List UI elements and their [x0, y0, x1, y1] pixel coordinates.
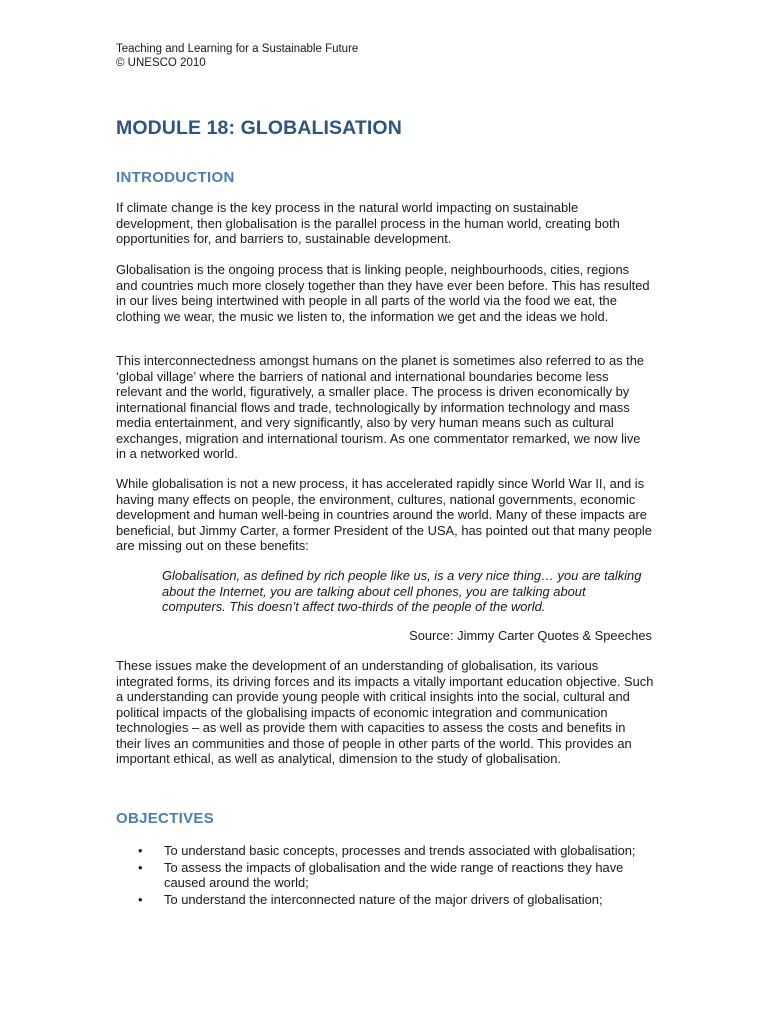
- intro-paragraph-1: If climate change is the key process in the natural world impacting on sustainable development, then globalisation is the parallel process in the human world, creating both opportunities for, and barriers to, sustainable development.: [116, 200, 620, 246]
- intro-paragraph-2: Globalisation is the ongoing process that is linking people, neighbourhoods, cities, regions and countries much more closely together than they have ever been before. This has resulted in our lives being intertwined with people in all parts of the world via the food we eat, the clothing we wear, the music we listen to, the information we get and the ideas we hold.: [116, 262, 650, 324]
- introduction-heading: INTRODUCTION: [116, 169, 235, 186]
- module-title: MODULE 18: GLOBALISATION: [116, 117, 402, 139]
- objectives-heading: OBJECTIVES: [116, 810, 215, 827]
- list-item: [116, 892, 654, 908]
- intro-paragraph-3: This interconnectedness amongst humans on the planet is sometimes also referred to as the ‘global village’ where the barriers of national and international boundaries become less relevant and the world, figuratively, a smaller place. The process is driven economically by international financial flows and trade, technologically by information technology and mass media entertainment, and very significantly, also by very human means such as cultural exchanges, migration and international tourism. As one commentator remarked, we now live in a networked world.: [116, 353, 645, 461]
- objective-text: To understand the interconnected nature of the major drivers of globalisation;: [164, 891, 603, 907]
- bullet-icon: •: [138, 891, 143, 907]
- bullet-icon: •: [138, 843, 143, 858]
- intro-paragraph-4: While globalisation is not a new process, it has accelerated rapidly since World War II, and is having many effects on people, the environment, cultures, national governments, economic development and human well-being in countries around the world. Many of these impacts are beneficial, but Jimmy Carter, a former President of the USA, has pointed out that many people are missing out on these benefits:: [116, 476, 652, 553]
- running-header: [116, 42, 358, 70]
- objective-text: To understand basic concepts, processes and trends associated with globalisation;: [164, 843, 636, 858]
- header-line-2: © UNESCO 2010: [116, 57, 206, 69]
- carter-quote: Globalisation, as defined by rich people like us, is a very nice thing… you are talking about the Internet, you are talking about cell phones, you are talking about computers. This doesn’t affect two-thirds of the people of the world.: [162, 568, 642, 614]
- list-item: [116, 860, 654, 891]
- quote-source: Source: Jimmy Carter Quotes & Speeches: [409, 628, 652, 643]
- objectives-list: [116, 843, 656, 908]
- intro-paragraph-5: These issues make the development of an understanding of globalisation, its various integrated forms, its driving forces and its impacts a vitally important education objective. Such a understanding can provide young people with critical insights into the social, cultural and political impacts of the globalising impacts of economic integration and communication technologies – as well as provide them with capacities to assess the costs and benefits in their lives an communities and those of people in other parts of the world. This provides an important ethical, as well as analytical, dimension to the study of globalisation.: [116, 658, 654, 766]
- header-line-1: Teaching and Learning for a Sustainable Future: [116, 43, 359, 55]
- bullet-icon: •: [138, 859, 143, 875]
- objective-text: To assess the impacts of globalisation and the wide range of reactions they have caused around the world;: [164, 859, 624, 890]
- list-item: [116, 843, 654, 859]
